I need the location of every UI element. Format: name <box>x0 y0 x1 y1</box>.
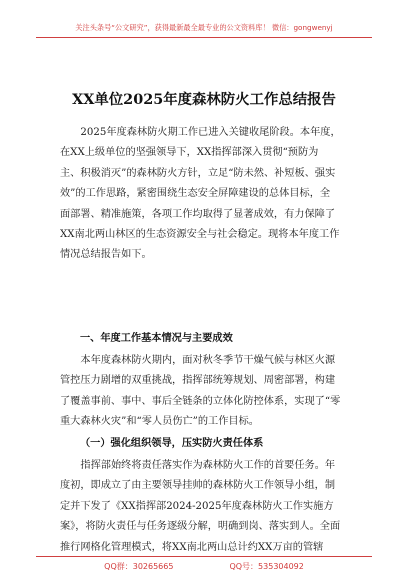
paragraph-line: 管控压力剧增的双重挑战，指挥部统筹规划、周密部署，构建 <box>60 375 336 387</box>
paragraph-line: 效”的工作思路，紧密围绕生态安全屏障建设的总体目标，全 <box>60 188 331 200</box>
document-title: XX单位2025年度森林防火工作总结报告 <box>72 91 336 108</box>
paragraph-line: XX南北两山林区的生态资源安全与社会稳定。现将本年度工作 <box>60 229 340 241</box>
paragraph-line: 度初，即成立了由主要领导挂帅的森林防火工作领导小组，制 <box>60 480 336 492</box>
qq-number-text: QQ号：535304092 <box>229 562 304 571</box>
subsection-heading: （一）强化组织领导，压实防火责任体系 <box>80 437 264 449</box>
paragraph-line: 面部署、精准施策，各项工作均取得了显著成效，有力保障了 <box>60 208 336 220</box>
paragraph-line: 了覆盖事前、事中、事后全链条的立体化防控体系，实现了“零 <box>60 395 341 407</box>
paragraph-line: 本年度森林防火期内，面对秋冬季节干燥气候与林区火源 <box>80 355 336 366</box>
paragraph-line: 指挥部始终将责任落实作为森林防火工作的首要任务。年 <box>80 460 336 471</box>
paragraph-line: 2025年度森林防火期工作已进入关键收尾阶段。本年度， <box>80 127 341 138</box>
paragraph-line: 推行网格化管理模式，将XX南北两山总计约XX万亩的管辖 <box>60 541 324 553</box>
paragraph-line: 定并下发了《XX指挥部2024-2025年度森林防火工作实施方 <box>60 500 334 512</box>
section-heading: 一、年度工作基本情况与主要成效 <box>80 333 233 344</box>
paragraph-line: 主、积极消灭”的森林防火方针，立足“防未然、补短板、强实 <box>60 167 336 179</box>
paragraph-line: 在XX上级单位的坚强领导下，XX指挥部深入贯彻“预防为 <box>60 147 319 159</box>
paragraph-line: 情况总结报告如下。 <box>60 249 152 261</box>
footer <box>0 561 408 572</box>
header-note: 关注头条号“公文研究”，获得最新最全最专业的公文资料库！ 微信：gongwenyj <box>75 23 333 32</box>
paragraph-line: 重大森林火灾”和“零人员伤亡”的工作目标。 <box>60 416 259 428</box>
section-paragraph <box>60 351 352 433</box>
subsection-paragraph <box>60 456 352 558</box>
qq-group-text: QQ群：30265665 <box>104 562 174 571</box>
paragraph-line: 案》，将防火责任与任务逐级分解，明确到岗、落实到人。全面 <box>60 521 341 533</box>
header-divider <box>36 37 372 38</box>
footer-divider <box>36 556 372 557</box>
intro-paragraph <box>60 123 352 266</box>
